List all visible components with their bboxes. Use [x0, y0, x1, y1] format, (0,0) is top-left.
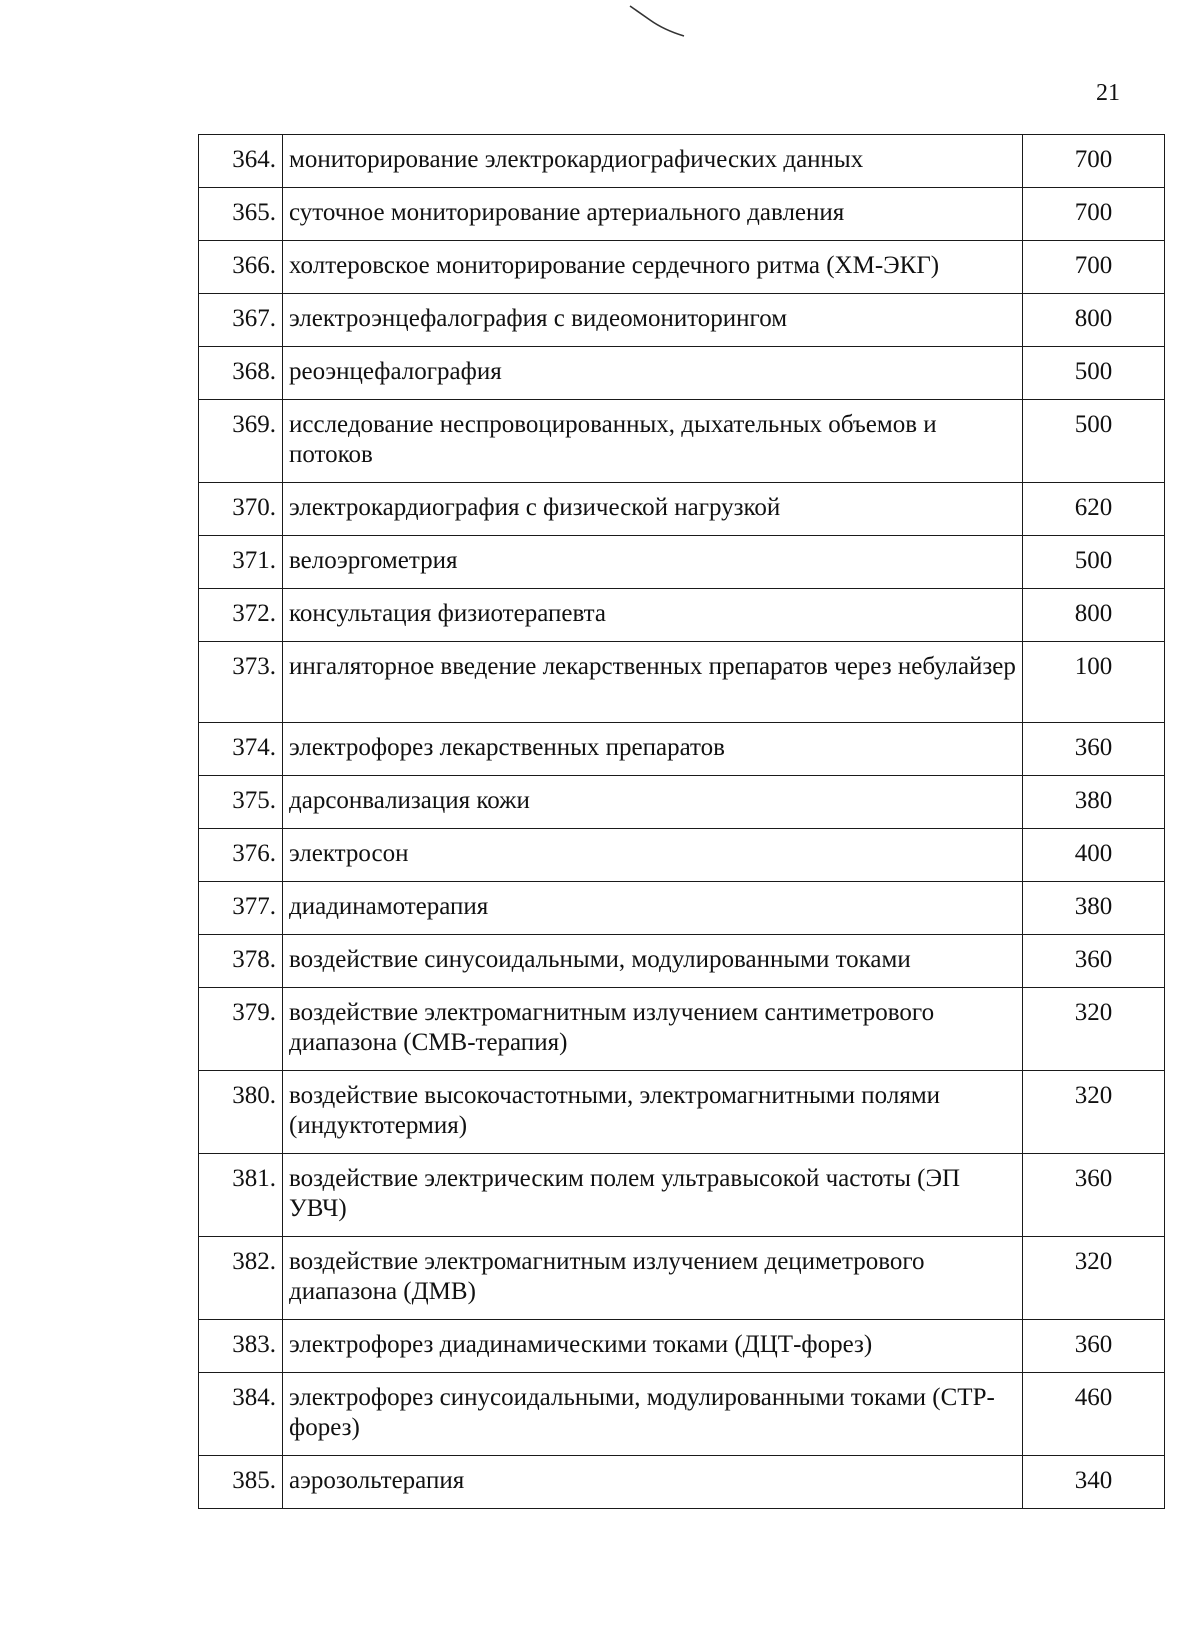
- service-name: суточное мониторирование артериального давления: [283, 188, 1023, 241]
- service-price: 360: [1023, 1154, 1165, 1237]
- row-number: 385.: [199, 1456, 283, 1509]
- table-row: [199, 935, 1165, 988]
- table-row: [199, 1320, 1165, 1373]
- table-row: [199, 135, 1165, 188]
- table-row: [199, 1456, 1165, 1509]
- service-price: 500: [1023, 400, 1165, 483]
- service-price: 360: [1023, 935, 1165, 988]
- service-name: электрокардиография с физической нагрузкой: [283, 483, 1023, 536]
- service-name: электросон: [283, 829, 1023, 882]
- service-price: 320: [1023, 1237, 1165, 1320]
- table-row: [199, 347, 1165, 400]
- row-number: 377.: [199, 882, 283, 935]
- service-price: 380: [1023, 882, 1165, 935]
- service-name: мониторирование электрокардиографических данных: [283, 135, 1023, 188]
- service-name: воздействие электрическим полем ультравысокой частоты (ЭП УВЧ): [283, 1154, 1023, 1237]
- table-row: [199, 483, 1165, 536]
- table-row: [199, 400, 1165, 483]
- service-price: 700: [1023, 241, 1165, 294]
- row-number: 366.: [199, 241, 283, 294]
- table-row: [199, 723, 1165, 776]
- service-price: 460: [1023, 1373, 1165, 1456]
- service-price: 400: [1023, 829, 1165, 882]
- service-name: дарсонвализация кожи: [283, 776, 1023, 829]
- row-number: 383.: [199, 1320, 283, 1373]
- service-name: электрофорез диадинамическими токами (ДЦТ-форез): [283, 1320, 1023, 1373]
- table-row: [199, 882, 1165, 935]
- service-price: 100: [1023, 642, 1165, 723]
- table-row: [199, 1154, 1165, 1237]
- row-number: 364.: [199, 135, 283, 188]
- service-price: 620: [1023, 483, 1165, 536]
- table-row: [199, 642, 1165, 723]
- service-name: воздействие высокочастотными, электромагнитными полями (индуктотермия): [283, 1071, 1023, 1154]
- row-number: 368.: [199, 347, 283, 400]
- service-name: аэрозольтерапия: [283, 1456, 1023, 1509]
- row-number: 373.: [199, 642, 283, 723]
- table-row: [199, 188, 1165, 241]
- row-number: 369.: [199, 400, 283, 483]
- row-number: 378.: [199, 935, 283, 988]
- service-price: 700: [1023, 135, 1165, 188]
- service-price: 800: [1023, 589, 1165, 642]
- table-row: [199, 829, 1165, 882]
- row-number: 381.: [199, 1154, 283, 1237]
- table-row: [199, 536, 1165, 589]
- row-number: 374.: [199, 723, 283, 776]
- service-name: холтеровское мониторирование сердечного ритма (ХМ-ЭКГ): [283, 241, 1023, 294]
- table-row: [199, 241, 1165, 294]
- service-price: 320: [1023, 1071, 1165, 1154]
- row-number: 367.: [199, 294, 283, 347]
- service-name: реоэнцефалография: [283, 347, 1023, 400]
- row-number: 379.: [199, 988, 283, 1071]
- row-number: 370.: [199, 483, 283, 536]
- row-number: 376.: [199, 829, 283, 882]
- row-number: 375.: [199, 776, 283, 829]
- service-name: электрофорез лекарственных препаратов: [283, 723, 1023, 776]
- row-number: 382.: [199, 1237, 283, 1320]
- service-price: 500: [1023, 536, 1165, 589]
- table-row: [199, 1373, 1165, 1456]
- row-number: 365.: [199, 188, 283, 241]
- service-price: 800: [1023, 294, 1165, 347]
- table-row: [199, 1237, 1165, 1320]
- service-name: ингаляторное введение лекарственных препаратов через небулайзер: [283, 642, 1023, 723]
- row-number: 371.: [199, 536, 283, 589]
- table-row: [199, 294, 1165, 347]
- service-name: электрофорез синусоидальными, модулированными токами (СТР-форез): [283, 1373, 1023, 1456]
- scan-mark: [628, 2, 686, 38]
- service-name: диадинамотерапия: [283, 882, 1023, 935]
- table-row: [199, 589, 1165, 642]
- table-row: [199, 988, 1165, 1071]
- service-price: 340: [1023, 1456, 1165, 1509]
- row-number: 372.: [199, 589, 283, 642]
- service-price: 500: [1023, 347, 1165, 400]
- service-name: воздействие электромагнитным излучением сантиметрового диапазона (СМВ-терапия): [283, 988, 1023, 1071]
- page-number: 21: [1096, 80, 1120, 106]
- table-row: [199, 776, 1165, 829]
- price-table: [198, 134, 1165, 1509]
- service-price: 700: [1023, 188, 1165, 241]
- service-name: исследование неспровоцированных, дыхательных объемов и потоков: [283, 400, 1023, 483]
- service-name: воздействие синусоидальными, модулированными токами: [283, 935, 1023, 988]
- service-price: 360: [1023, 1320, 1165, 1373]
- service-price: 320: [1023, 988, 1165, 1071]
- service-price: 380: [1023, 776, 1165, 829]
- service-price: 360: [1023, 723, 1165, 776]
- service-name: электроэнцефалография с видеомониторингом: [283, 294, 1023, 347]
- table-row: [199, 1071, 1165, 1154]
- row-number: 380.: [199, 1071, 283, 1154]
- service-name: велоэргометрия: [283, 536, 1023, 589]
- row-number: 384.: [199, 1373, 283, 1456]
- service-name: консультация физиотерапевта: [283, 589, 1023, 642]
- service-name: воздействие электромагнитным излучением дециметрового диапазона (ДМВ): [283, 1237, 1023, 1320]
